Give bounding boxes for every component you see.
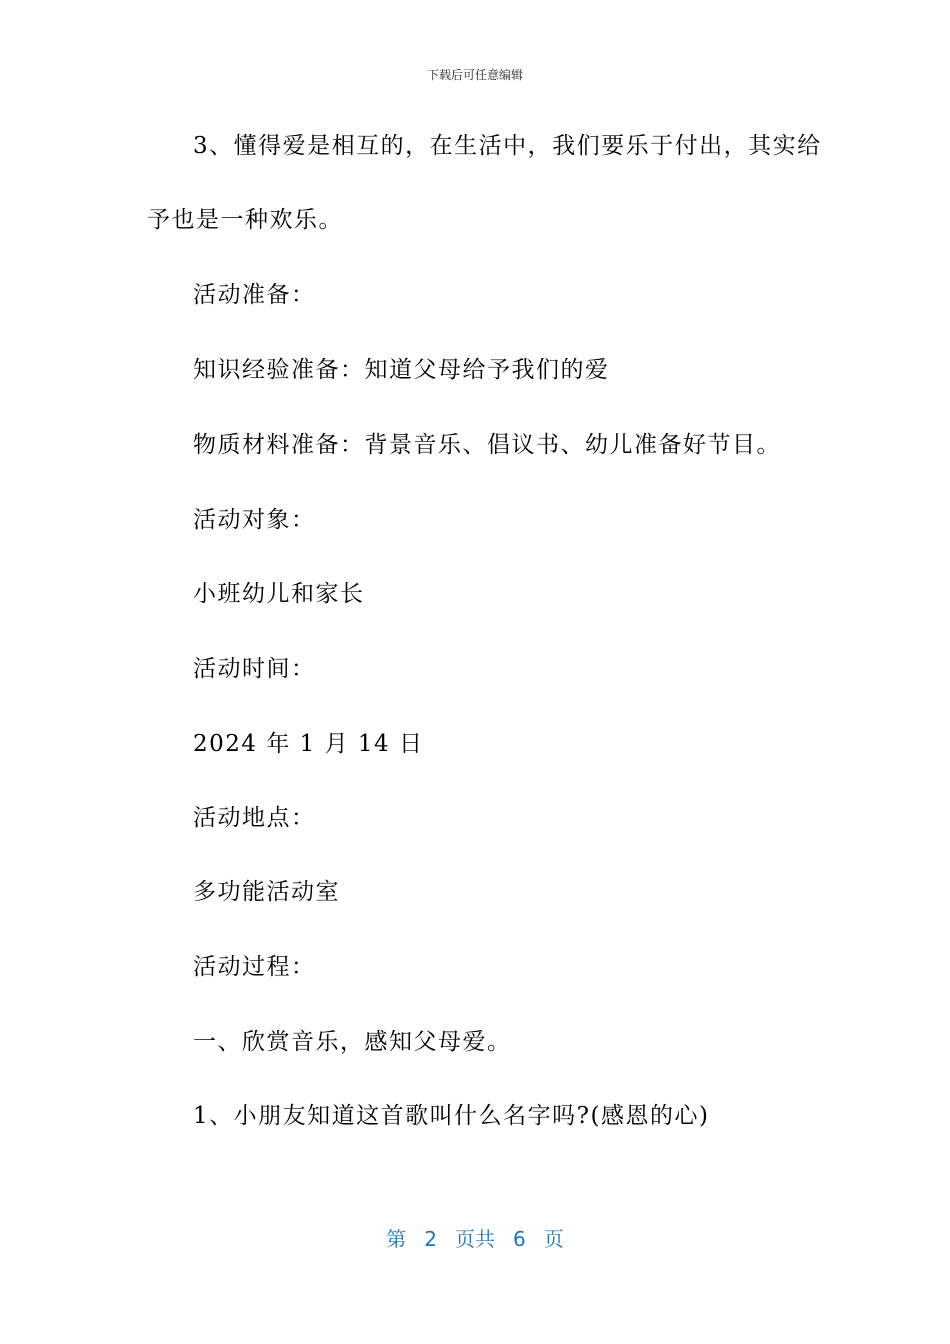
footer-middle: 页共: [455, 1227, 495, 1251]
paragraph-line: 2024 年 1 月 14 日: [193, 731, 424, 757]
paragraph-line: 多功能活动室: [193, 879, 340, 905]
section-heading: 活动过程：: [193, 954, 316, 980]
paragraph-line: 3、懂得爱是相互的，在生活中，我们要乐于付出，其实给: [193, 133, 822, 159]
footer-prefix: 第: [386, 1227, 407, 1251]
section-heading: 活动时间：: [193, 656, 316, 682]
paragraph-line: 1、小朋友知道这首歌叫什么名字吗?(感恩的心): [193, 1103, 710, 1129]
paragraph-line: 予也是一种欢乐。: [147, 207, 343, 233]
section-heading: 活动地点：: [193, 805, 316, 831]
paragraph-line: 物质材料准备：背景音乐、倡议书、幼儿准备好节目。: [193, 432, 781, 458]
footer-suffix: 页: [543, 1227, 564, 1251]
paragraph-line: 一、欣赏音乐，感知父母爱。: [193, 1029, 512, 1055]
paragraph-line: 知识经验准备：知道父母给予我们的爱: [193, 357, 610, 383]
section-heading: 活动准备：: [193, 282, 316, 308]
paragraph-line: 小班幼儿和家长: [193, 581, 365, 607]
footer-page-number: 2: [424, 1227, 437, 1251]
footer-total-pages: 6: [513, 1227, 526, 1251]
page-footer: [0, 1226, 950, 1252]
page-header-note: 下载后可任意编辑: [426, 68, 523, 82]
section-heading: 活动对象：: [193, 507, 316, 533]
